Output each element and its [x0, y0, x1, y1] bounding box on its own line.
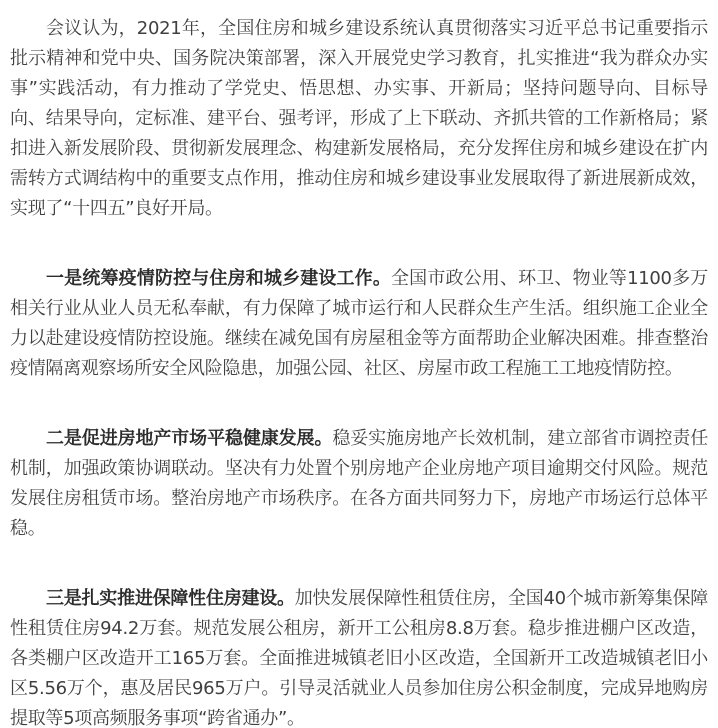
paragraph-overview-text: 会议认为，2021年，全国住房和城乡建设系统认真贯彻落实习近平总书记重要指示批示精神和党中央、国务院决策部署，深入开展党史学习教育，扎实推进“我为群众办实事”实践活动，有力推动了学党史、悟思想、办实事、开新局；坚持问题导向、目标导向、结果导向，定标准、建平台、强考评，形成了上下联动、齐抓共管的工作新格局；紧扣进入新发展阶段、贯彻新发展理念、构建新发展格局，充分发挥住房和城乡建设在扩内需转方式调结构中的重要支点作用，推动住房和城乡建设事业发展取得了新进展新成效，实现了“十四五”良好开局。: [10, 18, 708, 219]
paragraph-point-2: [10, 424, 708, 544]
paragraph-point-2-lead: 二是促进房地产市场平稳健康发展。: [46, 428, 333, 449]
paragraph-point-1-text: 全国市政公用、环卫、物业等1100多万相关行业从业人员无私奉献，有力保障了城市运行和人民群众生产生活。组织施工企业全力以赴建设疫情防控设施。继续在减免国有房屋租金等方面帮助企业解决困难。排查整治疫情隔离观察场所安全风险隐患，加强公园、社区、房屋市政工程施工工地疫情防控。: [10, 268, 708, 379]
paragraph-point-2-text: 稳妥实施房地产长效机制，建立部省市调控责任机制，加强政策协调联动。坚决有力处置个别房地产企业房地产项目逾期交付风险。规范发展住房租赁市场。整治房地产市场秩序。在各方面共同努力下，房地产市场运行总体平稳。: [10, 428, 708, 539]
paragraph-point-1-lead: 一是统筹疫情防控与住房和城乡建设工作。: [46, 268, 392, 289]
paragraph-point-3-text: 加快发展保障性租赁住房，全国40个城市新筹集保障性租赁住房94.2万套。规范发展公租房，新开工公租房8.8万套。稳步推进棚户区改造，各类棚户区改造开工165万套。全面推进城镇老旧小区改造，全国新开工改造城镇老旧小区5.56万个，惠及居民965万户。引导灵活就业人员参加住房公积金制度，完成异地购房提取等5项高频服务事项“跨省通办”。: [10, 588, 708, 728]
paragraph-point-3: [10, 584, 708, 728]
paragraph-point-3-lead: 三是扎实推进保障性住房建设。: [46, 588, 295, 609]
paragraph-overview: [10, 14, 708, 224]
paragraph-point-1: [10, 264, 708, 384]
